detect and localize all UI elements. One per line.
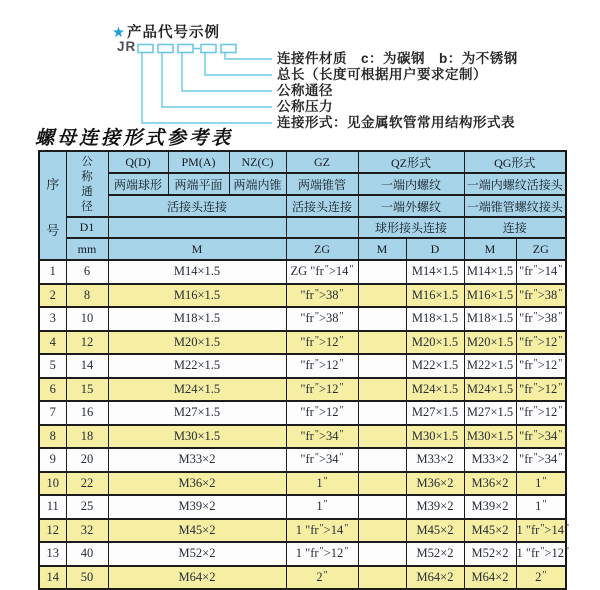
header-q: Q(D) [108,151,168,173]
table-cell [358,425,406,449]
header-nz-desc: 两端内锥 [229,173,286,195]
table-cell: M18×1.5 [464,307,516,331]
table-cell: 16 [66,401,108,425]
table-row [39,495,566,519]
table-cell: M52×2 [108,542,286,566]
table-cell: M52×2 [464,542,516,566]
header-qg: QG形式 [464,151,566,173]
table-cell: ZG "fr">14" [286,260,358,284]
code-box [221,45,236,53]
table-cell: M20×1.5 [108,331,286,355]
table-cell: 2 [39,284,66,308]
table-cell [358,284,406,308]
table-cell: M20×1.5 [406,331,464,355]
table-cell: 5 [39,354,66,378]
header-qz-d-unit: D [406,238,464,260]
table-cell: 18 [66,425,108,449]
table-row [39,448,566,472]
leader-line [162,53,272,107]
table-cell: 10 [39,472,66,496]
header-dn: 公称通径 [66,151,108,217]
header-gz-desc: 两端锥管 [286,173,358,195]
table-cell: 1" [286,472,358,496]
table-cell: "fr">34" [516,425,566,449]
code-box [138,45,153,53]
table-cell: 11 [39,495,66,519]
header-nz: NZ(C) [229,151,286,173]
header-d1: D1 [66,217,108,238]
header-qz-row2: 一端内螺纹 [358,173,464,195]
header-qg-row3: 一端锥管螺纹接头 [464,195,566,217]
leader-line [205,53,272,75]
table-cell: 1" [516,495,566,519]
table-cell: "fr">12" [516,331,566,355]
table-cell: 13 [39,542,66,566]
table-cell: 32 [66,519,108,543]
table-cell: M24×1.5 [108,378,286,402]
table-cell: 3 [39,307,66,331]
table-row [39,354,566,378]
table-cell: 12 [39,519,66,543]
table-row [39,307,566,331]
nut-connection-table [38,150,570,590]
header-gz: GZ [286,151,358,173]
table-cell: "fr">38" [516,307,566,331]
table-cell: M64×2 [108,566,286,590]
table-cell: M36×2 [464,472,516,496]
table-cell [358,472,406,496]
table-row [39,472,566,496]
table-cell: M45×2 [108,519,286,543]
table-cell: M24×1.5 [406,378,464,402]
diagram-label-length: 总长（长度可根据用户要求定制） [277,67,487,82]
table-cell [358,519,406,543]
header-union-conn-gz: 活接头连接 [286,195,358,217]
table-cell: M33×2 [464,448,516,472]
header-qg-row2: 一端内螺纹活接头 [464,173,566,195]
table-cell: 20 [66,448,108,472]
table-cell [358,307,406,331]
table-cell [358,354,406,378]
table-cell: 1 [39,260,66,284]
table-cell: 8 [39,425,66,449]
table-cell: 15 [66,378,108,402]
table-cell: M33×2 [406,448,464,472]
header-qg-zg-unit: ZG [516,238,566,260]
table-cell: 8 [66,284,108,308]
table-cell: "fr">34" [286,425,358,449]
header-mm: mm [66,238,108,260]
table-cell: M16×1.5 [108,284,286,308]
table-cell: "fr">12" [286,401,358,425]
code-prefix: JR [117,39,137,54]
table-cell: 7 [39,401,66,425]
table-row [39,284,566,308]
table-cell: M24×1.5 [464,378,516,402]
diagram-heading-text: 产品代号示例 [127,25,220,41]
table-cell: 22 [66,472,108,496]
code-box [201,45,216,53]
table-cell: M36×2 [108,472,286,496]
table-cell: "fr">12" [516,354,566,378]
header-q-desc: 两端球形 [108,173,168,195]
table-cell: 25 [66,495,108,519]
table-cell [358,331,406,355]
table-cell: "fr">12" [286,354,358,378]
table-cell: M39×2 [108,495,286,519]
table-cell: "fr">12" [516,378,566,402]
header-qz: QZ形式 [358,151,464,173]
table-cell: "fr">38" [286,307,358,331]
header-pm: PM(A) [168,151,229,173]
code-box [158,45,173,53]
table-cell: M14×1.5 [464,260,516,284]
table-cell: 1" [286,495,358,519]
table-cell: 12 [66,331,108,355]
table-cell: "fr">12" [286,378,358,402]
header-empty-m [108,217,286,238]
header-qz-row3: 一端外螺纹 [358,195,464,217]
table-cell: M22×1.5 [406,354,464,378]
table-cell: M36×2 [406,472,464,496]
table-cell [358,448,406,472]
table-cell: M45×2 [406,519,464,543]
table-cell: 1 "fr">12" [286,542,358,566]
table-cell: M30×1.5 [108,425,286,449]
table-row [39,401,566,425]
table-cell: 6 [66,260,108,284]
table-header [39,151,566,260]
table-cell: M27×1.5 [108,401,286,425]
table-cell: M14×1.5 [108,260,286,284]
table-cell: 1 "fr">14" [516,519,566,543]
table-cell: M22×1.5 [108,354,286,378]
table-cell: "fr">34" [516,448,566,472]
table-cell: 1 "fr">14" [286,519,358,543]
table-cell: 4 [39,331,66,355]
table-cell: 14 [66,354,108,378]
table-cell: M30×1.5 [464,425,516,449]
header-qg-m-unit: M [464,238,516,260]
table-cell: "fr">34" [286,448,358,472]
header-qz-row4: 球形接头连接 [358,217,464,238]
table-cell: M18×1.5 [406,307,464,331]
table-cell: 1 "fr">12" [516,542,566,566]
header-m-unit: M [108,238,286,260]
table-cell: 9 [39,448,66,472]
table-cell [358,260,406,284]
table-cell: M30×1.5 [406,425,464,449]
table-cell: M45×2 [464,519,516,543]
header-pm-desc: 两端平面 [168,173,229,195]
table-cell: M64×2 [464,566,516,590]
table-cell: "fr">38" [286,284,358,308]
table-row [39,425,566,449]
table-cell: M22×1.5 [464,354,516,378]
table-cell: M64×2 [406,566,464,590]
diagram-label-pressure: 公称压力 [277,99,333,114]
code-box [178,45,193,53]
table-row [39,566,566,590]
header-qz-m-unit: M [358,238,406,260]
table-cell: 10 [66,307,108,331]
table-cell: "fr">38" [516,284,566,308]
table-cell [358,566,406,590]
table-body [39,260,570,589]
table-row [39,542,566,566]
diagram-label-material: 连接件材质 c：为碳钢 b：为不锈钢 [277,51,518,66]
table-row [39,519,566,543]
table-row [39,331,566,355]
table-cell: 6 [39,378,66,402]
table-cell: 2" [516,566,566,590]
diagram-label-diameter: 公称通径 [277,83,333,98]
star-icon: ★ [112,25,126,41]
table-cell: M18×1.5 [108,307,286,331]
table-cell: 40 [66,542,108,566]
diagram-label-connection: 连接形式：见金属软管常用结构形式表 [277,115,515,130]
table-cell: "fr">12" [286,331,358,355]
table-cell: "fr">14" [516,260,566,284]
header-empty-gz [286,217,358,238]
table-cell [358,542,406,566]
table-cell: 14 [39,566,66,590]
header-union-conn: 活接头连接 [108,195,286,217]
table-cell: M16×1.5 [464,284,516,308]
table-cell: M16×1.5 [406,284,464,308]
table-cell: 1" [516,472,566,496]
table-row [39,260,566,284]
table-cell: M27×1.5 [406,401,464,425]
table-cell: "fr">12" [516,401,566,425]
table-cell [358,495,406,519]
header-serial: 序号 [39,151,66,260]
table-cell: M52×2 [406,542,464,566]
table-cell: M39×2 [406,495,464,519]
table-cell: M27×1.5 [464,401,516,425]
header-qg-row4: 连接 [464,217,566,238]
table-cell: 50 [66,566,108,590]
header-zg-unit: ZG [286,238,358,260]
table-cell: M14×1.5 [406,260,464,284]
table-cell: 2" [286,566,358,590]
leader-line [225,53,272,59]
table-cell: M33×2 [108,448,286,472]
table-cell [358,378,406,402]
table-cell: M20×1.5 [464,331,516,355]
table-row [39,378,566,402]
table-title: 螺母连接形式参考表 [35,127,234,149]
table-cell: M39×2 [464,495,516,519]
table-cell [358,401,406,425]
